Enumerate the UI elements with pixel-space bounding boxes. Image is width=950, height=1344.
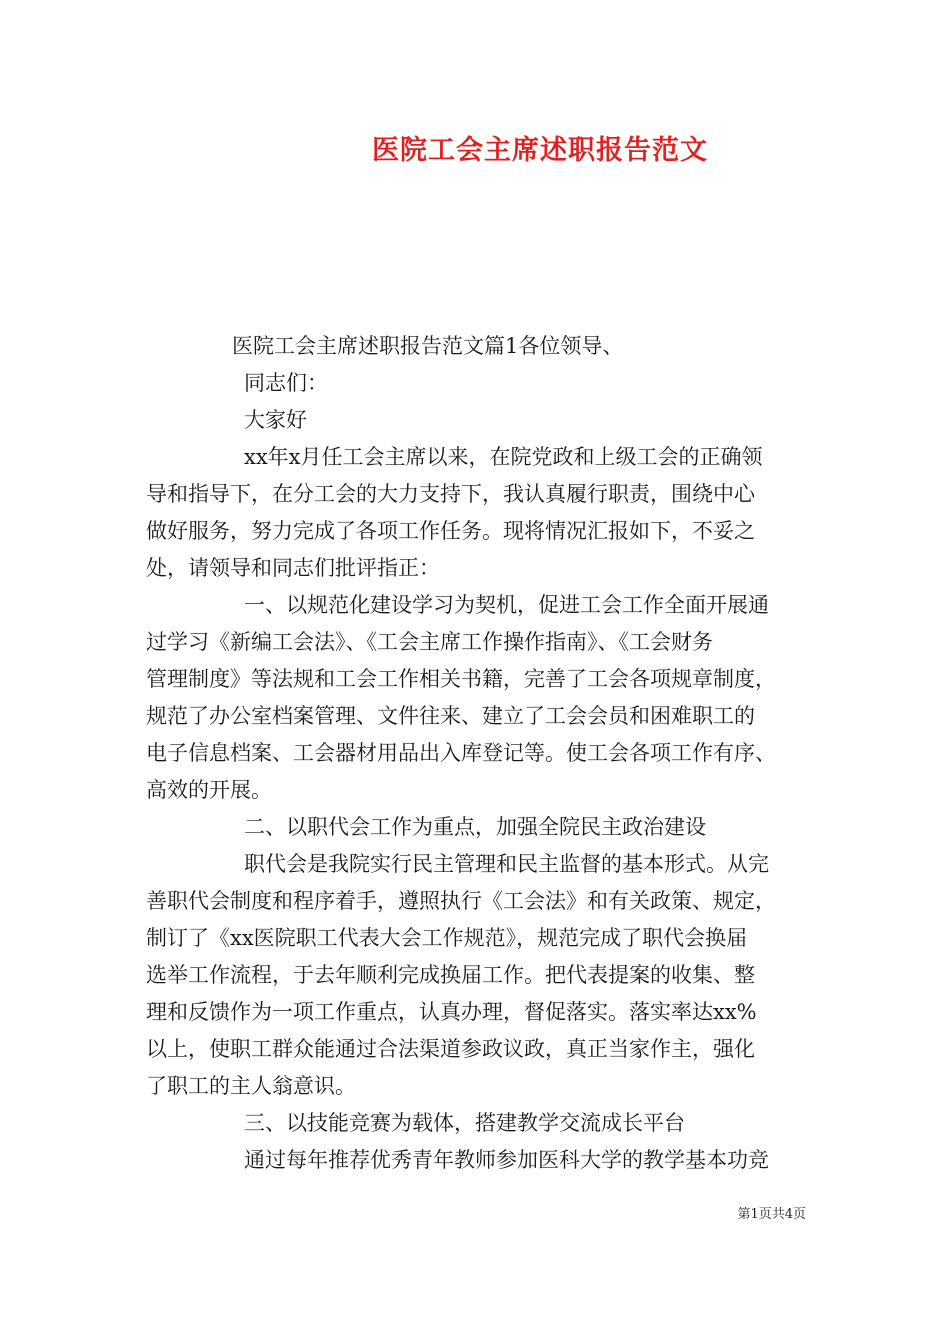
text-line: 善职代会制度和程序着手，遵照执行《工会法》和有关政策、规定， bbox=[146, 889, 776, 913]
text-line: xx年x月任工会主席以来，在院党政和上级工会的正确领 bbox=[244, 445, 763, 469]
text-line: 做好服务，努力完成了各项工作任务。现将情况汇报如下，不妥之 bbox=[146, 519, 755, 543]
text-line: 制订了《xx医院职工代表大会工作规范》，规范完成了职代会换届 bbox=[146, 926, 748, 950]
document-title: 医院工会主席述职报告范文 bbox=[372, 135, 708, 166]
text-line: 导和指导下，在分工会的大力支持下，我认真履行职责，围绕中心 bbox=[146, 482, 755, 506]
text-line: 规范了办公室档案管理、文件往来、建立了工会会员和困难职工的 bbox=[146, 704, 755, 728]
page-footer: 第1页共4页 bbox=[737, 1207, 806, 1222]
text-line: 一、以规范化建设学习为契机，促进工会工作全面开展通 bbox=[244, 593, 769, 617]
text-line: 通过每年推荐优秀青年教师参加医科大学的教学基本功竞 bbox=[244, 1148, 769, 1172]
section-heading: 二、以职代会工作为重点，加强全院民主政治建设 bbox=[244, 815, 706, 839]
text-line: 管理制度》等法规和工会工作相关书籍，完善了工会各项规章制度， bbox=[146, 667, 776, 691]
section-heading: 三、以技能竞赛为载体，搭建教学交流成长平台 bbox=[244, 1111, 685, 1135]
document-body bbox=[146, 328, 826, 1179]
text-line: 处，请领导和同志们批评指正： bbox=[146, 556, 440, 580]
text-line: 大家好 bbox=[244, 408, 307, 432]
text-line: 高效的开展。 bbox=[146, 778, 272, 802]
text-line: 了职工的主人翁意识。 bbox=[146, 1074, 356, 1098]
text-line: 同志们： bbox=[244, 371, 328, 395]
text-line: 选举工作流程，于去年顺利完成换届工作。把代表提案的收集、整 bbox=[146, 963, 755, 987]
text-line: 以上，使职工群众能通过合法渠道参政议政，真正当家作主，强化 bbox=[146, 1037, 755, 1061]
text-line: 医院工会主席述职报告范文篇1各位领导、 bbox=[232, 334, 624, 358]
text-line: 理和反馈作为一项工作重点，认真办理，督促落实。落实率达xx% bbox=[146, 1000, 757, 1024]
text-line: 过学习《新编工会法》、《工会主席工作操作指南》、《工会财务 bbox=[146, 630, 713, 654]
text-line: 电子信息档案、工会器材用品出入库登记等。使工会各项工作有序、 bbox=[146, 741, 776, 765]
text-line: 职代会是我院实行民主管理和民主监督的基本形式。从完 bbox=[244, 852, 769, 876]
